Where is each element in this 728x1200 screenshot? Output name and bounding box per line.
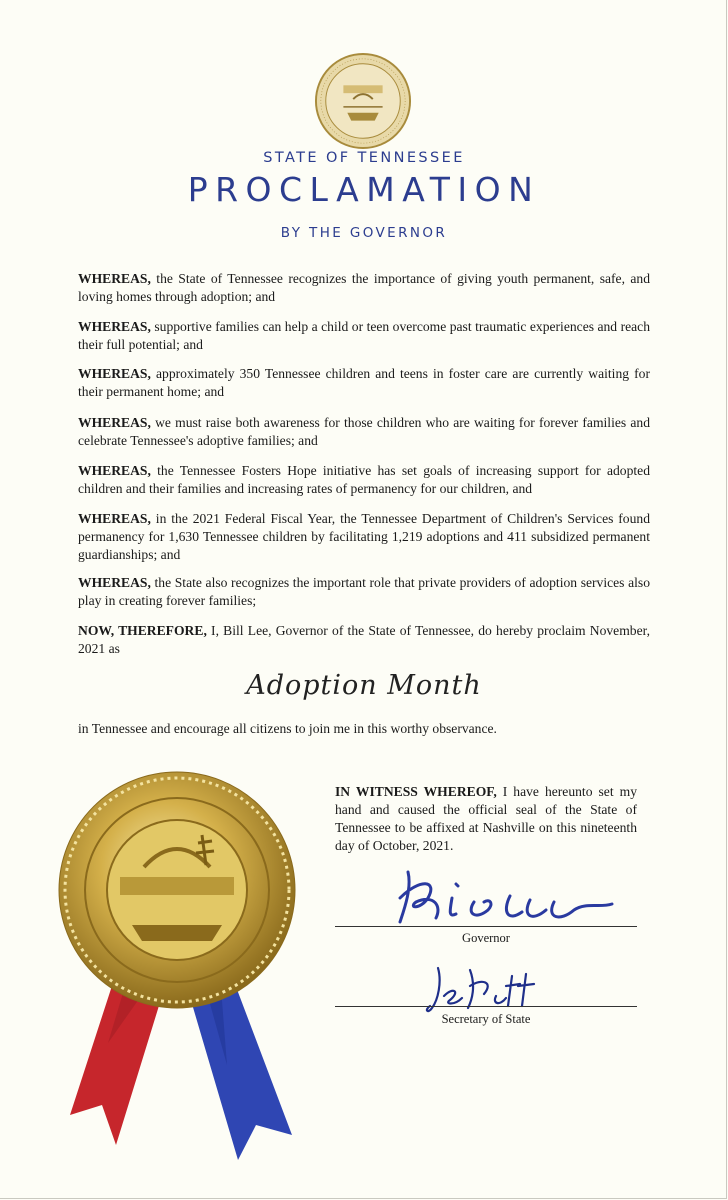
- whereas-paragraph: WHEREAS, in the 2021 Federal Fiscal Year, the Tennessee Department of Children's Services found permanency for 1,630 Tennessee children by facilitating 1,219 adoptions and 411 subsidized permanent guardianships; and: [78, 511, 650, 562]
- byline: BY THE GOVERNOR: [280, 225, 448, 241]
- secretary-signature: [420, 956, 550, 1020]
- observance-title: Adoption Month: [246, 670, 482, 701]
- secretary-signature-line: [335, 1006, 637, 1007]
- governor-label: Governor: [462, 931, 510, 945]
- whereas-paragraph: WHEREAS, the State also recognizes the important role that private providers of adoption services also play in creating forever families;: [78, 575, 650, 608]
- page-title: PROCLAMATION: [187, 170, 541, 209]
- governor-signature: [390, 858, 630, 932]
- whereas-paragraph: WHEREAS, approximately 350 Tennessee children and teens in foster care are currently waiting for their permanent home; and: [78, 366, 650, 399]
- whereas-paragraph: WHEREAS, we must raise both awareness for those children who are waiting for forever families and celebrate Tennessee's adoptive families; and: [78, 415, 650, 448]
- encourage-text: in Tennessee and encourage all citizens to join me in this worthy observance.: [78, 721, 497, 736]
- gold-foil-state-seal-icon: [52, 765, 307, 1195]
- secretary-label: Secretary of State: [441, 1012, 531, 1026]
- governor-signature-line: [335, 926, 637, 927]
- proclamation-paragraph: NOW, THEREFORE, I, Bill Lee, Governor of the State of Tennessee, do hereby proclaim November, 2021 as: [78, 623, 650, 656]
- tennessee-state-seal-icon: [314, 52, 412, 150]
- state-heading: STATE OF TENNESSEE: [263, 150, 465, 166]
- whereas-paragraph: WHEREAS, the Tennessee Fosters Hope initiative has set goals of increasing support for adopted children and their families and increasing rates of permanency for our children, and: [78, 463, 650, 496]
- whereas-paragraph: WHEREAS, supportive families can help a child or teen overcome past traumatic experiences and reach their full potential; and: [78, 319, 650, 352]
- gold-seal-medallion: [59, 772, 295, 1008]
- whereas-paragraph: WHEREAS, the State of Tennessee recognizes the importance of giving youth permanent, safe, and loving homes through adoption; and: [78, 271, 650, 304]
- witness-paragraph: IN WITNESS WHEREOF, I have hereunto set my hand and caused the official seal of the State of Tennessee to be affixed at Nashville on this nineteenth day of October, 2021.: [335, 784, 637, 853]
